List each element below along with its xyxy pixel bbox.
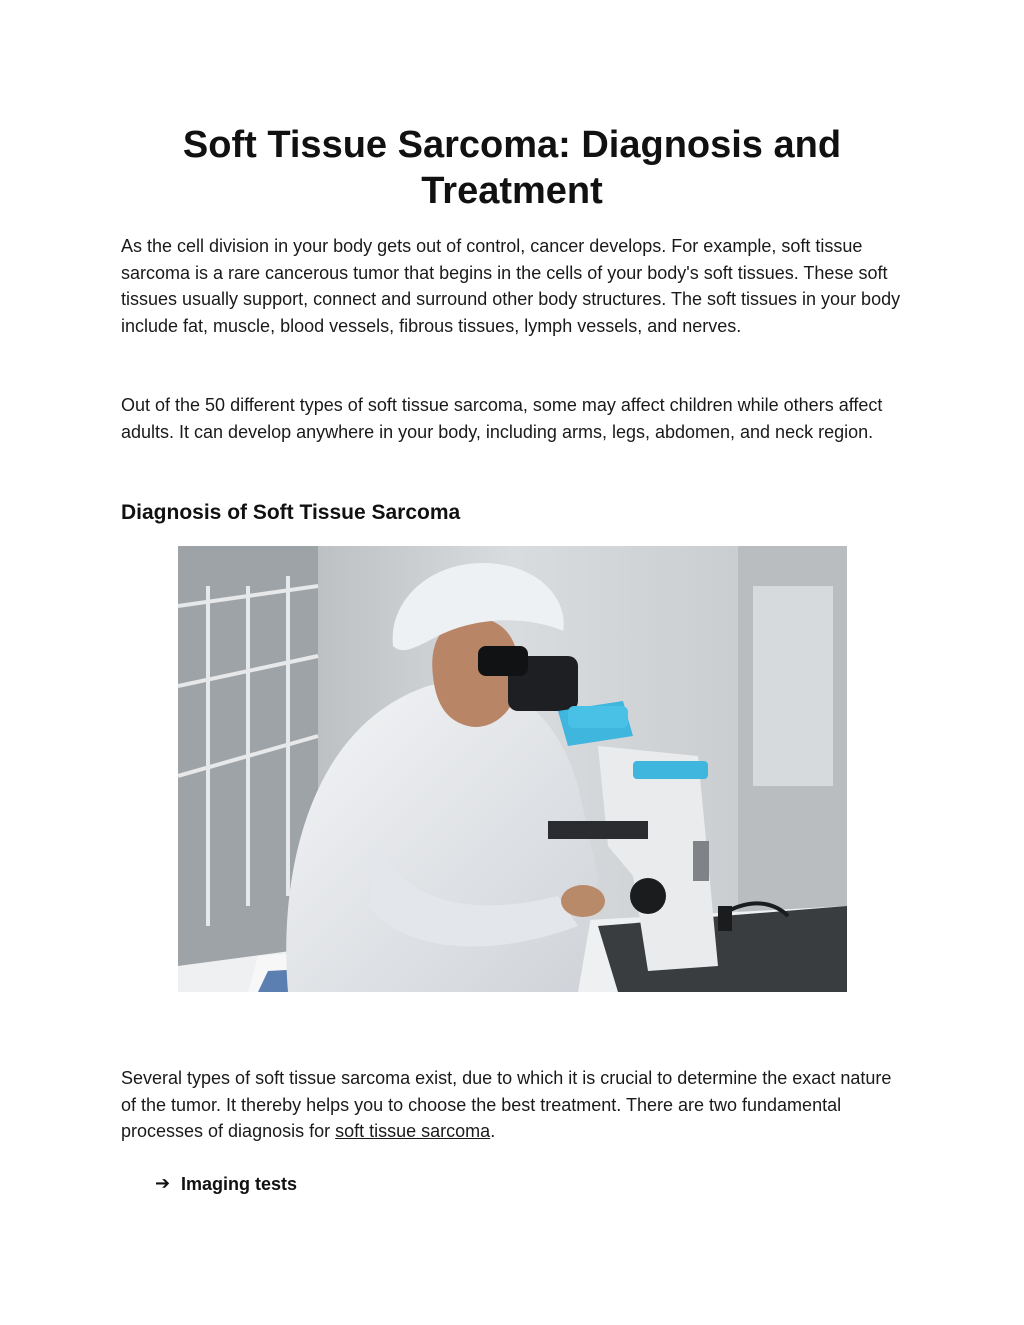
photo-illustration	[178, 546, 847, 992]
arrow-right-icon: ➔	[155, 1173, 171, 1194]
soft-tissue-sarcoma-link[interactable]: soft tissue sarcoma	[335, 1121, 491, 1142]
types-paragraph: Out of the 50 different types of soft tissue sarcoma, some may affect children while others affect adults. It can develop anywhere in your body, including arms, legs, abdomen, and neck region.	[121, 395, 883, 442]
bullet-imaging-tests	[155, 1171, 297, 1197]
lab-microscope-photo	[178, 546, 847, 992]
diagnosis-paragraph-text: Several types of soft tissue sarcoma exist, due to which it is crucial to determine the exact nature of the tumor. It thereby helps you to choose the best treatment. There are two fundamental processes of diagnosis for	[121, 1068, 892, 1142]
diagnosis-paragraph	[121, 1065, 911, 1145]
bullet-label: Imaging tests	[181, 1174, 298, 1194]
section-heading-diagnosis: Diagnosis of Soft Tissue Sarcoma	[121, 501, 461, 524]
intro-paragraph: As the cell division in your body gets out of control, cancer develops. For example, soft tissue sarcoma is a rare cancerous tumor that begins in the cells of your body's soft tissues. These soft tissues usually support, connect and surround other body structures. The soft tissues in your body include fat, muscle, blood vessels, fibrous tissues, lymph vessels, and nerves.	[121, 236, 901, 337]
page-title: Soft Tissue Sarcoma: Diagnosis and Treatment	[182, 124, 842, 212]
diagnosis-paragraph-end: .	[490, 1121, 496, 1142]
